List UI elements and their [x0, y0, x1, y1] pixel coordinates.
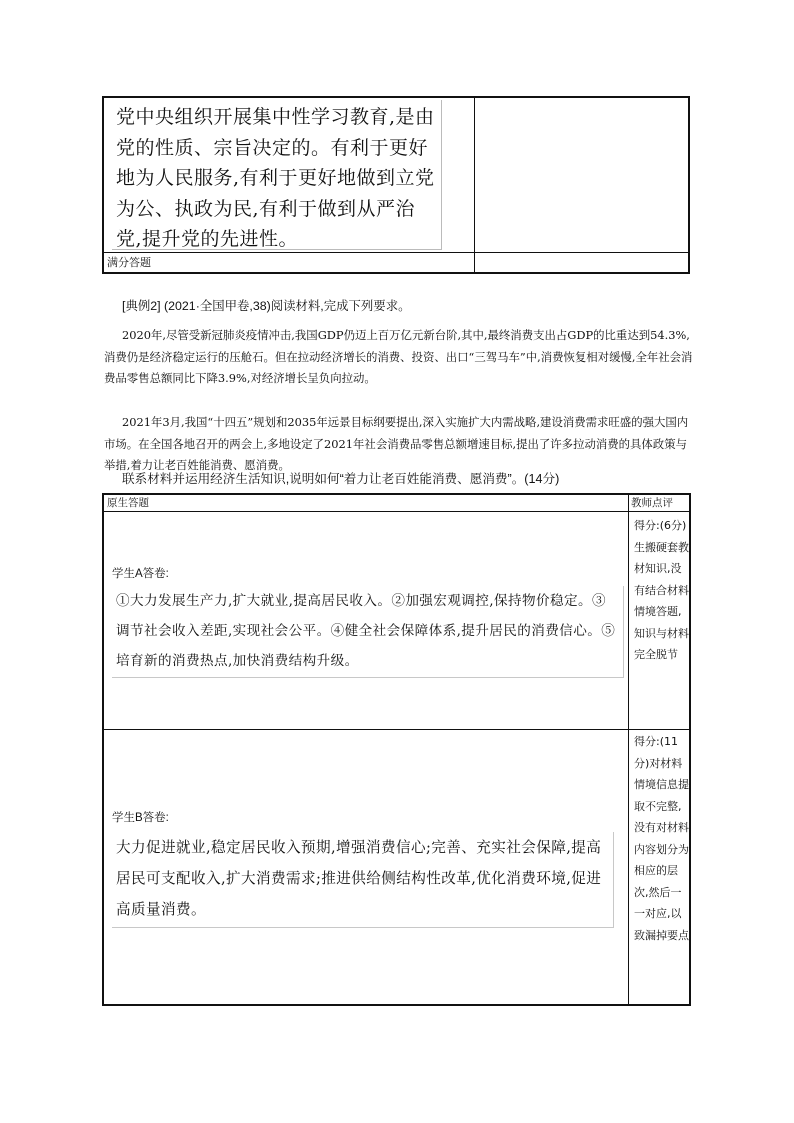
student-b-label: 学生B答卷: — [112, 812, 169, 824]
answer-table-bottom — [102, 493, 691, 1006]
material-paragraph-1: 2020年,尽管受新冠肺炎疫情冲击,我国GDP仍迈上百万亿元新台阶,其中,最终消费支出占GDP的比重达到54.3%,消费仍是经济稳定运行的压舱石。但在拉动经济增长的消费、投资、出口“三驾马车”中,消费恢复相对缓慢,全年社会消费品零售总额同比下降3.9%,对经济增长呈负向拉动。 — [104, 328, 693, 385]
header-teacher-comment: 教师点评 — [631, 497, 673, 509]
full-score-label: 满分答题 — [107, 256, 151, 269]
student-b-comment: 得分:(11分)对材料情境信息提取不完整,没有对材料内容划分为相应的层次,然后一一对应,以致漏掉要点 — [634, 735, 689, 942]
column-divider — [474, 98, 475, 272]
student-a-comment: 得分:(6分)生搬硬套教材知识,没有结合材料情境答题,知识与材料完全脱节 — [634, 519, 689, 661]
column-divider — [628, 495, 629, 1004]
question-text: 联系材料并运用经济生活知识,说明如何“着力让老百姓能消费、愿消费”。(14分) — [122, 472, 560, 486]
answer-table-top — [102, 96, 690, 274]
material-paragraph-2: 2021年3月,我国“十四五”规划和2035年远景目标纲要提出,深入实施扩大内需战略,建设消费需求旺盛的强大国内市场。在全国各地召开的两会上,多地设定了2021年社会消费品零售总额增速目标,提出了许多拉动消费的具体政策与举措,着力让老百姓能消费、愿消费。 — [104, 415, 689, 472]
student-b-handwritten-answer: 大力促进就业,稳定居民收入预期,增强消费信心;完善、充实社会保障,提高居民可支配收入,扩大消费需求;推进供给侧结构性改革,优化消费环境,促进高质量消费。 — [112, 832, 614, 928]
row-divider — [104, 729, 689, 730]
header-divider — [104, 511, 689, 512]
example-title: [典例2] (2021·全国甲卷,38)阅读材料,完成下列要求。 — [122, 299, 411, 313]
student-a-label: 学生A答卷: — [112, 568, 169, 580]
header-original-answer: 原生答题 — [107, 497, 149, 509]
student-a-handwritten-answer: ①大力发展生产力,扩大就业,提高居民收入。②加强宏观调控,保持物价稳定。③调节社会收入差距,实现社会公平。④健全社会保障体系,提升居民的消费信心。⑤培育新的消费热点,加快消费结构升级。 — [112, 586, 624, 678]
handwritten-answer: 党中央组织开展集中性学习教育,是由党的性质、宗旨决定的。有利于更好地为人民服务,有利于更好地做到立党为公、执政为民,有利于做到从严治党,提升党的先进性。 — [112, 100, 442, 250]
